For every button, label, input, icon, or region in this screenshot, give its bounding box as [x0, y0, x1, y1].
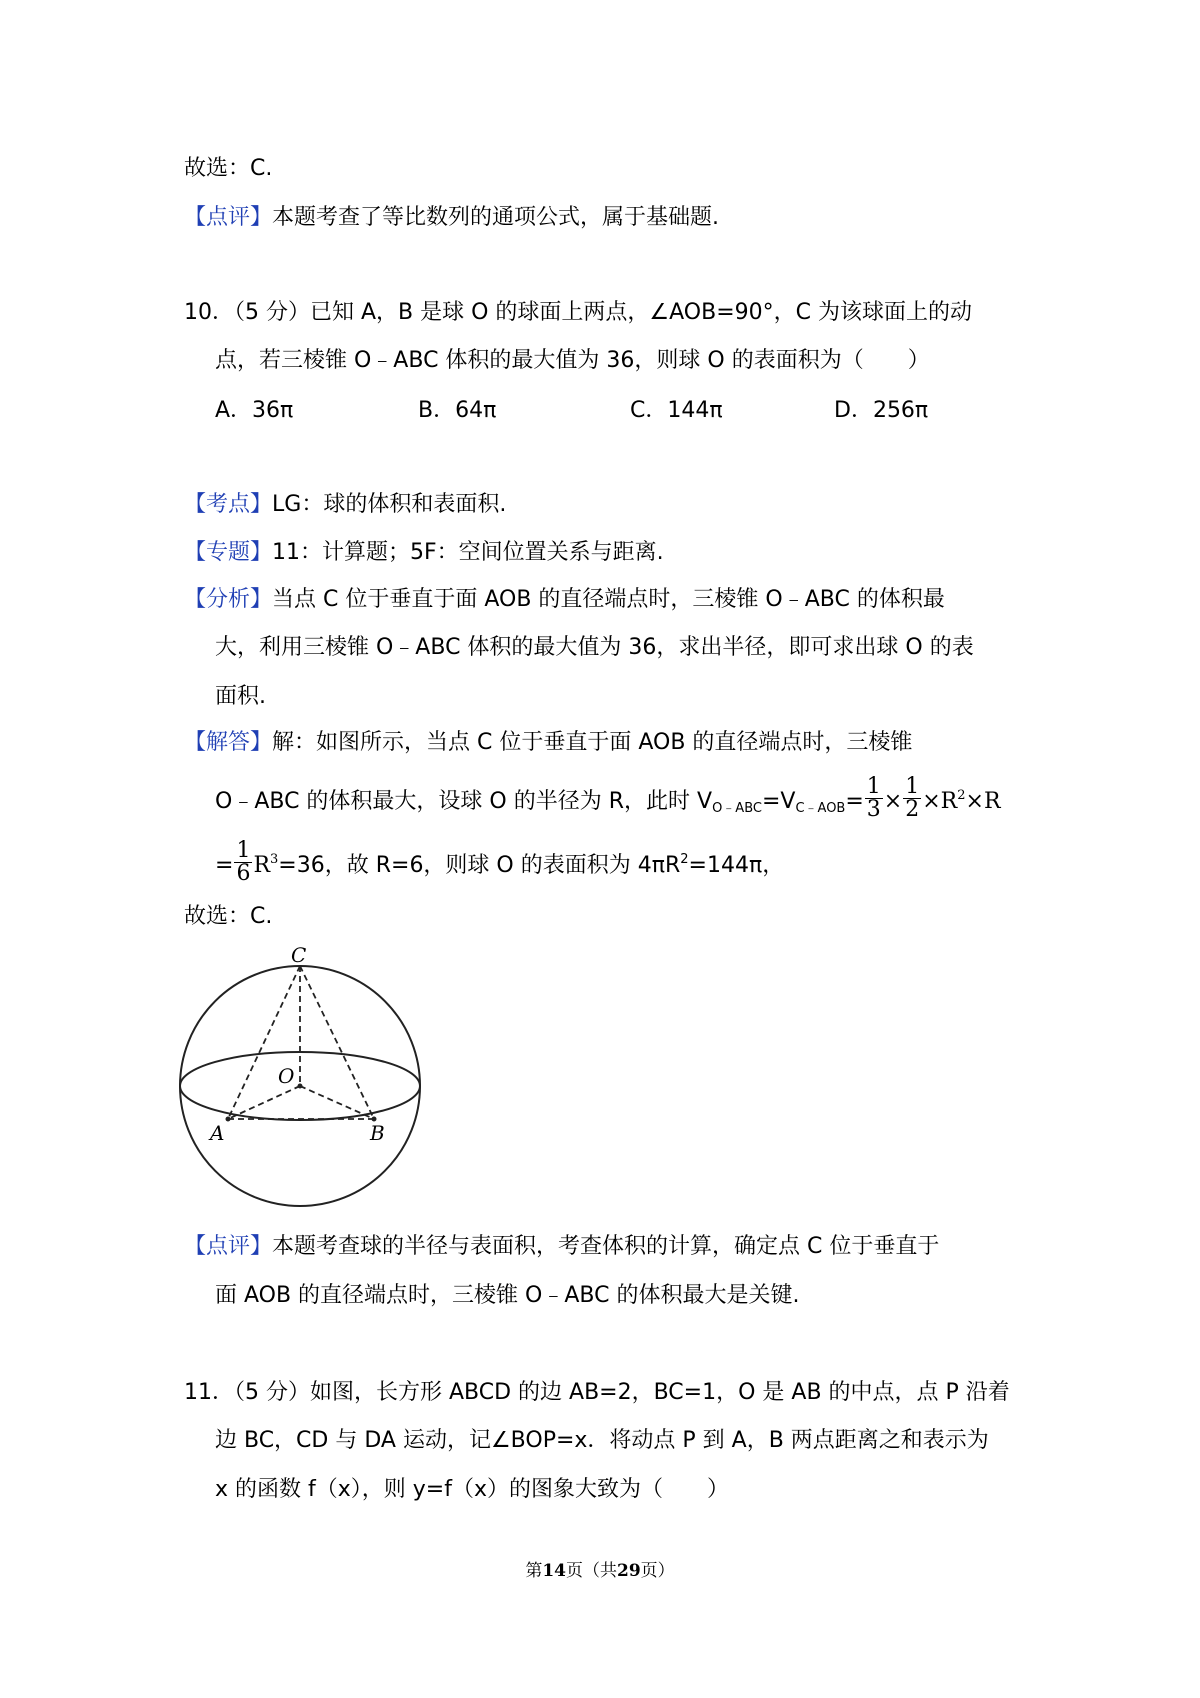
times-sign-2: × [922, 789, 941, 814]
label-c: C [291, 943, 307, 967]
q11-stem-line3: x 的函数 f（x），则 y=f（x）的图象大致为（ ） [215, 1477, 729, 1502]
volume-sub-caob: C﹣AOB [795, 801, 846, 816]
label-b: B [370, 1121, 385, 1145]
times-sign-3: × [965, 789, 984, 814]
label-a: A [210, 1121, 225, 1145]
comment-tag: 【点评】 [184, 205, 273, 230]
q10-answer: 故选：C. [184, 904, 273, 929]
q11-stem-line1: 11．（5 分）如图，长方形 ABCD 的边 AB=2，BC=1，O 是 AB 的中点，点 P 沿着 [184, 1380, 1010, 1405]
page-footer: 第14页（共29页） [525, 1561, 675, 1581]
q11-stem-line2: 边 BC，CD 与 DA 运动，记∠BOP=x．将动点 P 到 A，B 两点距离之和表示为 [215, 1428, 989, 1453]
q10-fenxi-line1 [184, 585, 945, 615]
q10-comment-text: 本题考查球的半径与表面积，考查体积的计算，确定点 C 位于垂直于 [272, 1234, 940, 1259]
comment-text: 本题考查了等比数列的通项公式，属于基础题. [272, 205, 720, 230]
point-o [298, 1084, 303, 1089]
q10-jieda-line1 [184, 728, 912, 758]
q10-option-b: B．64π [418, 398, 497, 423]
q10-option-a: A．36π [215, 398, 294, 423]
r-squared-exp: 2 [957, 788, 966, 803]
q10-fenxi-line3: 面积. [215, 684, 266, 709]
label-o: O [278, 1064, 295, 1088]
r-squared-base: R [940, 789, 958, 814]
jieda-tag: 【解答】 [184, 730, 273, 755]
fenxi-tag: 【分析】 [184, 587, 273, 612]
q10-comment-line1 [184, 1232, 939, 1262]
jieda-eq: =V [761, 789, 796, 814]
q10-comment-line2: 面 AOB 的直径端点时，三棱锥 O﹣ABC 的体积最大是关键. [215, 1283, 800, 1308]
fraction-one-sixth: $\frac{1}{6}$ [236, 837, 251, 886]
edge-cb [300, 966, 374, 1119]
line3-eq: = [215, 853, 234, 878]
q10-stem-line1: 10．（5 分）已知 A，B 是球 O 的球面上两点，∠AOB=90°，C 为该球面上的动 [184, 300, 972, 325]
q10-option-c: C．144π [630, 398, 723, 423]
zhuanti-tag: 【专题】 [184, 540, 273, 565]
q10-zhuanti [184, 538, 664, 568]
q10-jieda-line3 [215, 836, 784, 890]
prev-answer: 故选：C. [184, 156, 273, 181]
jieda-text: 解：如图所示，当点 C 位于垂直于面 AOB 的直径端点时，三棱锥 [272, 730, 913, 755]
prev-comment [184, 203, 719, 233]
sphere-tetrahedron-figure [170, 940, 430, 1220]
q10-kaodian [184, 490, 506, 520]
kaodian-tag: 【考点】 [184, 492, 273, 517]
line3-exp: 2 [680, 852, 689, 867]
r-cube-exp: 3 [270, 852, 279, 867]
fraction-one-third: $\frac{1}{3}$ [866, 773, 881, 822]
r-cube-base: R [253, 853, 271, 878]
q10-stem-line2: 点，若三棱锥 O﹣ABC 体积的最大值为 36，则球 O 的表面积为（ ） [215, 348, 930, 373]
edge-oa [228, 1086, 300, 1119]
page-number: 14 [542, 1561, 566, 1581]
times-sign: × [883, 789, 903, 814]
point-a [226, 1117, 231, 1122]
zhuanti-text: 11：计算题；5F：空间位置关系与距离. [272, 540, 664, 565]
line3-rest: =36，故 R=6，则球 O 的表面积为 4πR [278, 853, 681, 878]
edge-ca [228, 966, 300, 1119]
q10-jieda-line2 [215, 772, 1001, 833]
page-total: 29 [617, 1561, 641, 1581]
jieda-line2-text: O﹣ABC 的体积最大，设球 O 的半径为 R，此时 V [215, 789, 713, 814]
q10-fenxi-line2: 大，利用三棱锥 O﹣ABC 体积的最大值为 36，求出半径，即可求出球 O 的表 [215, 635, 974, 660]
volume-sub-oabc: O﹣ABC [712, 801, 762, 816]
fenxi-text: 当点 C 位于垂直于面 AOB 的直径端点时，三棱锥 O﹣ABC 的体积最 [272, 587, 945, 612]
jieda-eq2: = [845, 789, 864, 814]
q10-comment-tag: 【点评】 [184, 1234, 273, 1259]
r-last: R [983, 789, 1001, 814]
q10-option-d: D．256π [834, 398, 929, 423]
line3-end: =144π， [688, 853, 785, 878]
kaodian-text: LG：球的体积和表面积. [272, 492, 507, 517]
fraction-one-half: $\frac{1}{2}$ [905, 773, 920, 822]
